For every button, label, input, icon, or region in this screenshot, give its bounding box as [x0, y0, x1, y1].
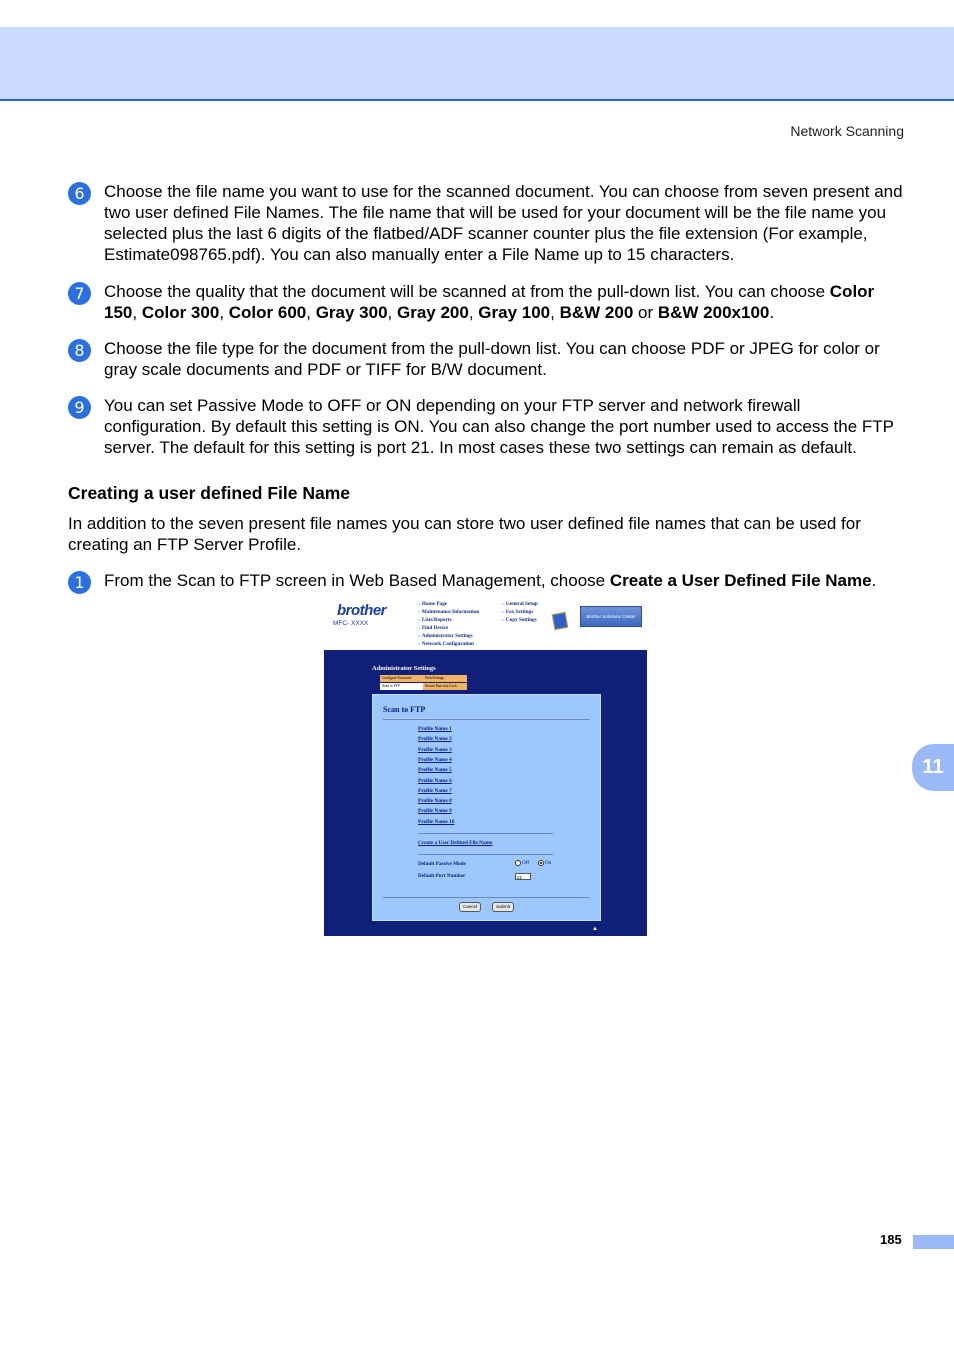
panel-title: Scan to FTP — [383, 705, 426, 714]
profile-link-9[interactable]: Profile Name 9 — [418, 808, 452, 815]
divider — [418, 833, 553, 834]
chapter-tab: 11 — [912, 744, 954, 791]
nav-general-setup[interactable]: » General Setup — [502, 600, 538, 608]
page-number: 185 — [880, 1232, 902, 1247]
scan-to-ftp-panel — [372, 694, 601, 921]
help-book-icon[interactable] — [552, 612, 569, 630]
port-number-input[interactable]: 21 — [515, 873, 531, 880]
radio-on-icon — [538, 860, 544, 866]
admin-settings-title: Administrator Settings — [372, 665, 436, 672]
section-heading: Creating a user defined File Name — [68, 483, 351, 503]
tab-web-settings[interactable]: Web Settings — [423, 675, 467, 682]
step-number: 7 — [68, 282, 91, 305]
tab-secure-function-lock[interactable]: Secure Function Lock — [423, 683, 467, 690]
profile-link-7[interactable]: Profile Name 7 — [418, 787, 452, 794]
nav-home-page[interactable]: » Home Page — [418, 600, 479, 608]
profile-link-6[interactable]: Profile Name 6 — [418, 777, 452, 784]
step-number: 8 — [68, 339, 91, 362]
profile-link-2[interactable]: Profile Name 2 — [418, 736, 452, 743]
step-text: Choose the file name you want to use for the scanned document. You can choose from seven present and two user defined File Names. The file name that will be used for your document will be the file name you selected plus the last 6 digits of the flatbed/ADF scanner counter plus the file extension (For example, Estimate098765.pdf). You can also manually enter a File Name up to 15 characters. — [104, 182, 903, 264]
cancel-button[interactable]: Cancel — [459, 902, 481, 912]
step-text: Choose the file type for the document from the pull-down list. You can choose PDF or JPEG for color or gray scale documents and PDF or TIFF for B/W document. — [104, 339, 880, 379]
step-text: Choose the quality that the document will be scanned at from the pull-down list. You can choose Color 150, Color 300, Color 600, Gray 300, Gray 200, Gray 100, B&W 200 or B&W 200x100. — [104, 282, 875, 322]
profile-link-1[interactable]: Profile Name 1 — [418, 726, 452, 732]
nav-lists-reports[interactable]: » Lists/Reports — [418, 616, 479, 624]
solutions-center-button[interactable]: Brother Solutions Center — [580, 606, 642, 627]
passive-off-radio[interactable]: Off — [515, 860, 529, 866]
profile-link-5[interactable]: Profile Name 5 — [418, 767, 452, 774]
model-name: MFC- XXXX — [333, 620, 369, 627]
brother-logo: brother — [337, 602, 386, 619]
tab-scan-to-ftp[interactable]: Scan to FTP — [380, 683, 423, 690]
divider — [418, 854, 553, 855]
step-number: 1 — [68, 571, 91, 594]
passive-on-radio[interactable]: On — [538, 860, 551, 866]
step-number: 9 — [68, 396, 91, 419]
nav-administrator-settings[interactable]: » Administrator Settings — [418, 632, 479, 640]
radio-off-icon — [515, 860, 521, 866]
divider — [383, 719, 590, 720]
profile-link-4[interactable]: Profile Name 4 — [418, 756, 452, 763]
running-head: Network Scanning — [790, 123, 904, 139]
step-text: From the Scan to FTP screen in Web Based Management, choose Create a User Defined File Name. — [104, 571, 877, 590]
step-number: 6 — [68, 182, 91, 205]
create-user-defined-file-name-link[interactable]: Create a User Defined File Name — [418, 840, 493, 846]
nav-fax-settings[interactable]: » Fax Settings — [502, 608, 538, 616]
step-text: You can set Passive Mode to OFF or ON depending on your FTP server and network firewall configuration. By default this setting is ON. You can also change the port number used to access the FTP server. The default for this setting is port 21. In most cases these two settings can remain as default. — [104, 396, 894, 457]
page-number-bar — [913, 1235, 954, 1249]
profile-link-10[interactable]: Profile Name 10 — [418, 818, 455, 825]
scan-to-ftp-screenshot — [324, 650, 647, 936]
nav-find-device[interactable]: » Find Device — [418, 624, 479, 632]
nav-left-menu — [418, 600, 479, 648]
section-intro: In addition to the seven present file names you can store two user defined file names that can be used for creating an FTP Server Profile. — [68, 514, 861, 554]
divider — [383, 897, 590, 898]
nav-copy-settings[interactable]: » Copy Settings — [502, 616, 538, 624]
profile-link-3[interactable]: Profile Name 3 — [418, 746, 452, 753]
submit-button[interactable]: Submit — [492, 902, 514, 912]
screenshot-nav — [330, 598, 650, 650]
port-number-label: Default Port Number — [418, 873, 466, 879]
passive-mode-label: Default Passive Mode — [418, 861, 466, 867]
nav-right-menu — [502, 600, 538, 624]
profile-link-8[interactable]: Profile Name 8 — [418, 798, 452, 805]
nav-maintenance-information[interactable]: » Maintenance Information — [418, 608, 479, 616]
header-band — [0, 27, 954, 101]
tab-configure-password[interactable]: Configure Password — [380, 675, 423, 682]
nav-network-configuration[interactable]: » Network Configuration — [418, 640, 479, 648]
scroll-up-icon[interactable]: ▲ — [592, 926, 598, 932]
